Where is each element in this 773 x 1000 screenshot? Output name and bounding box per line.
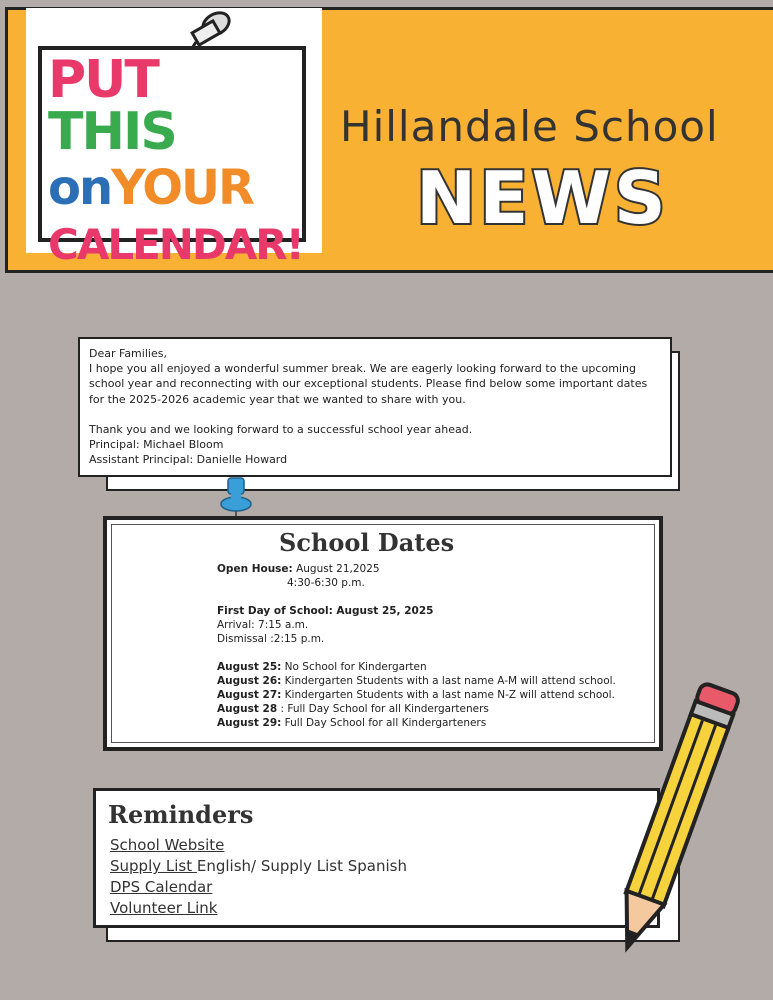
first-day-label: First Day of School: August 25, 2025: [217, 605, 434, 617]
logo-this: THIS: [48, 102, 176, 162]
arrival-time: Arrival: 7:15 a.m.: [217, 619, 309, 631]
date-item: August 29: Full Day School for all Kindergarteners: [217, 717, 487, 729]
calendar-logo: [26, 8, 322, 269]
dismissal-time: Dismissal :2:15 p.m.: [217, 633, 325, 645]
date-item: August 25: No School for Kindergarten: [217, 661, 427, 673]
reminders-box: [93, 788, 660, 928]
school-website-link[interactable]: School Website: [110, 836, 225, 854]
news-title: NEWS: [416, 156, 669, 240]
school-dates-title: School Dates: [279, 528, 455, 557]
date-item: August 28 : Full Day School for all Kindergarteners: [217, 703, 489, 715]
reminders-list: [110, 835, 407, 919]
logo-on: on: [48, 160, 112, 216]
open-house-date: August 21,2025: [292, 563, 380, 575]
dps-calendar-link[interactable]: DPS Calendar: [110, 878, 213, 896]
logo-text: [48, 50, 303, 269]
supply-list-spanish-text: English/ Supply List Spanish: [196, 857, 407, 875]
letter-thanks: Thank you and we looking forward to a successful school year ahead.: [89, 422, 473, 436]
open-house-label: Open House:: [217, 563, 293, 575]
school-dates-box: [103, 516, 663, 751]
logo-calendar: CALENDAR!: [48, 220, 303, 269]
supply-list-link[interactable]: Supply List: [110, 857, 197, 875]
pencil-icon: [600, 680, 740, 980]
letter-principal: Principal: Michael Bloom: [89, 438, 224, 452]
logo-put: PUT: [48, 50, 158, 110]
open-house-time: 4:30-6:30 p.m.: [287, 577, 365, 589]
school-name: Hillandale School: [340, 102, 719, 151]
school-dates-body: [217, 562, 616, 730]
date-item: August 26: Kindergarten Students with a last name A-M will attend school.: [217, 675, 616, 687]
logo-your: YOUR: [111, 160, 253, 216]
letter-box: [78, 337, 672, 477]
letter-assistant: Assistant Principal: Danielle Howard: [89, 453, 288, 467]
letter-paragraph: I hope you all enjoyed a wonderful summer break. We are eagerly looking forward to the upcoming school year and reconnecting with our exceptional students. Please find below some important dates for the 2025-2026 academic year that we wanted to share with you.: [89, 362, 648, 406]
reminders-title: Reminders: [108, 800, 254, 829]
date-item: August 27: Kindergarten Students with a last name N-Z will attend school.: [217, 689, 615, 701]
letter-greeting: Dear Families,: [89, 347, 167, 360]
volunteer-link[interactable]: Volunteer Link: [110, 899, 218, 917]
